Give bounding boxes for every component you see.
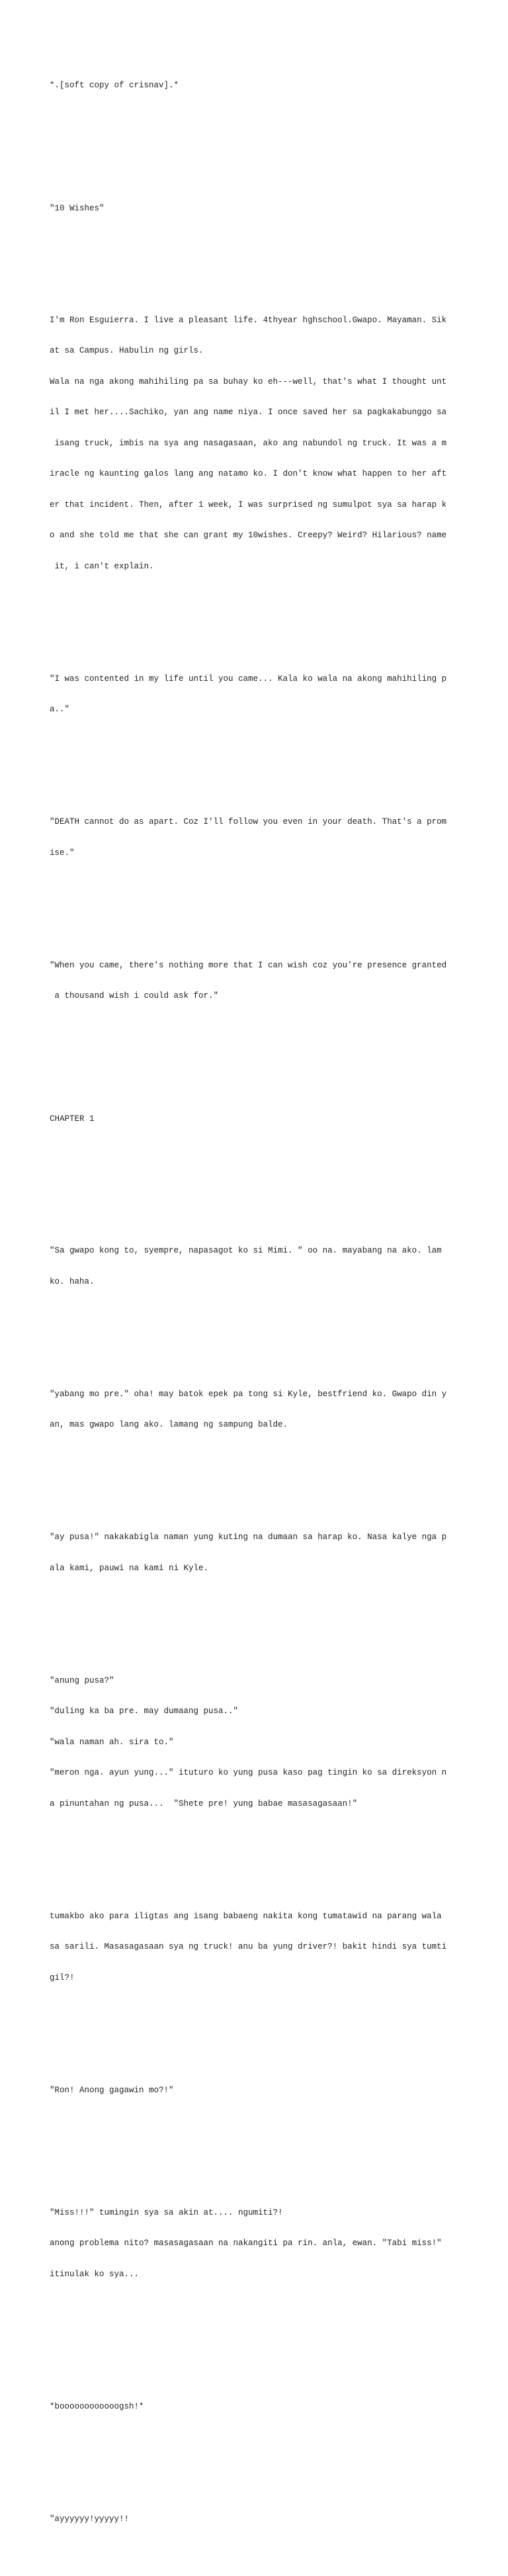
text-line: a thousand wish i could ask for." bbox=[50, 991, 219, 1000]
text-line: ko. haha. bbox=[50, 1276, 95, 1286]
chapter-heading bbox=[50, 1094, 453, 1145]
story-paragraph bbox=[50, 1512, 453, 1594]
text-line: itinulak ko sya... bbox=[50, 2269, 140, 2279]
quote-paragraph bbox=[50, 940, 453, 1022]
quote-paragraph bbox=[50, 654, 453, 736]
text-line: er that incident. Then, after 1 week, I was surprised ng sumulpot sya sa harap k bbox=[50, 500, 447, 510]
story-paragraph bbox=[50, 1891, 453, 2004]
text-line: iracle ng kaunting galos lang ang natamo ko. I don't know what happen to her aft bbox=[50, 469, 447, 478]
text-line: ala kami, pauwi na kami ni Kyle. bbox=[50, 1563, 209, 1573]
sound-effect bbox=[50, 2494, 453, 2546]
text-line: Wala na nga akong mahihiling pa sa buhay ko eh---well, that's what I thought unt bbox=[50, 377, 447, 386]
text-line: il I met her....Sachiko, yan ang name niya. I once saved her sa pagkakabunggo sa bbox=[50, 408, 447, 417]
story-paragraph bbox=[50, 2188, 453, 2301]
text-line: anong problema nito? masasagasaan na nakangiti pa rin. anla, ewan. "Tabi miss!" bbox=[50, 2239, 442, 2248]
text-line: "yabang mo pre." oha! may batok epek pa tong si Kyle, bestfriend ko. Gwapo din y bbox=[50, 1389, 447, 1399]
text-line: "Ron! Anong gagawin mo?!" bbox=[50, 2085, 174, 2095]
text-line: I'm Ron Esguierra. I live a pleasant life. 4thyear hghschool.Gwapo. Mayaman. Sik bbox=[50, 315, 447, 325]
text-line: an, mas gwapo lang ako. lamang ng sampung balde. bbox=[50, 1420, 288, 1429]
text-line: gil?! bbox=[50, 1973, 75, 1982]
sound-effect bbox=[50, 2381, 453, 2433]
text-line: isang truck, imbis na sya ang nasagasaan, ako ang nabundol ng truck. It was a m bbox=[50, 438, 447, 448]
synopsis-paragraph bbox=[50, 295, 453, 593]
text-line: "wala naman ah. sira to." bbox=[50, 1737, 174, 1747]
text-line: "ay pusa!" nakakabigla naman yung kuting na dumaan sa harap ko. Nasa kalye nga p bbox=[50, 1532, 447, 1542]
soft-copy-header bbox=[50, 60, 453, 112]
text-line: "ayyyyyy!yyyyy!! bbox=[50, 2514, 130, 2524]
text-line: sa sarili. Masasagasaan sya ng truck! anu ba yung driver?! bakit hindi sya tumti bbox=[50, 1942, 447, 1951]
story-title bbox=[50, 183, 453, 235]
text-line: tumakbo ako para iligtas ang isang babaeng nakita kong tumatawid na parang wala bbox=[50, 1911, 442, 1921]
text-line: *boooooooooooogsh!* bbox=[50, 2401, 144, 2411]
document-body bbox=[50, 9, 453, 2576]
text-line: "meron nga. ayun yung..." ituturo ko yung pusa kaso pag tingin ko sa direksyon n bbox=[50, 1768, 447, 1777]
text-line: "DEATH cannot do as apart. Coz I'll follow you even in your death. That's a prom bbox=[50, 817, 447, 826]
story-paragraph bbox=[50, 1225, 453, 1308]
text-line: CHAPTER 1 bbox=[50, 1114, 95, 1124]
text-line: ise." bbox=[50, 848, 75, 858]
text-line: o and she told me that she can grant my 10wishes. Creepy? Weird? Hilarious? name bbox=[50, 531, 447, 540]
text-line: "Sa gwapo kong to, syempre, napasagot ko si Mimi. " oo na. mayabang na ako. lam bbox=[50, 1246, 442, 1255]
text-line: at sa Campus. Habulin ng girls. bbox=[50, 346, 204, 355]
text-line: "When you came, there's nothing more that I can wish coz you're presence granted bbox=[50, 960, 447, 970]
text-line: "anung pusa?" bbox=[50, 1675, 114, 1685]
text-line: "10 Wishes" bbox=[50, 203, 105, 213]
text-line: "Miss!!!" tumingin sya sa akin at.... ngumiti?! bbox=[50, 2207, 283, 2217]
story-paragraph bbox=[50, 2065, 453, 2117]
dialogue-block bbox=[50, 1656, 453, 1830]
text-line: "duling ka ba pre. may dumaang pusa.." bbox=[50, 1707, 239, 1716]
text-line: it, i can't explain. bbox=[50, 561, 154, 571]
text-line: *.[soft copy of crisnav].* bbox=[50, 80, 179, 90]
text-line: a.." bbox=[50, 705, 70, 714]
quote-paragraph bbox=[50, 797, 453, 879]
text-line: a pinuntahan ng pusa... "Shete pre! yung babae masasagasaan!" bbox=[50, 1799, 358, 1808]
story-paragraph bbox=[50, 1369, 453, 1451]
text-line: "I was contented in my life until you came... Kala ko wala na akong mahihiling p bbox=[50, 674, 447, 684]
